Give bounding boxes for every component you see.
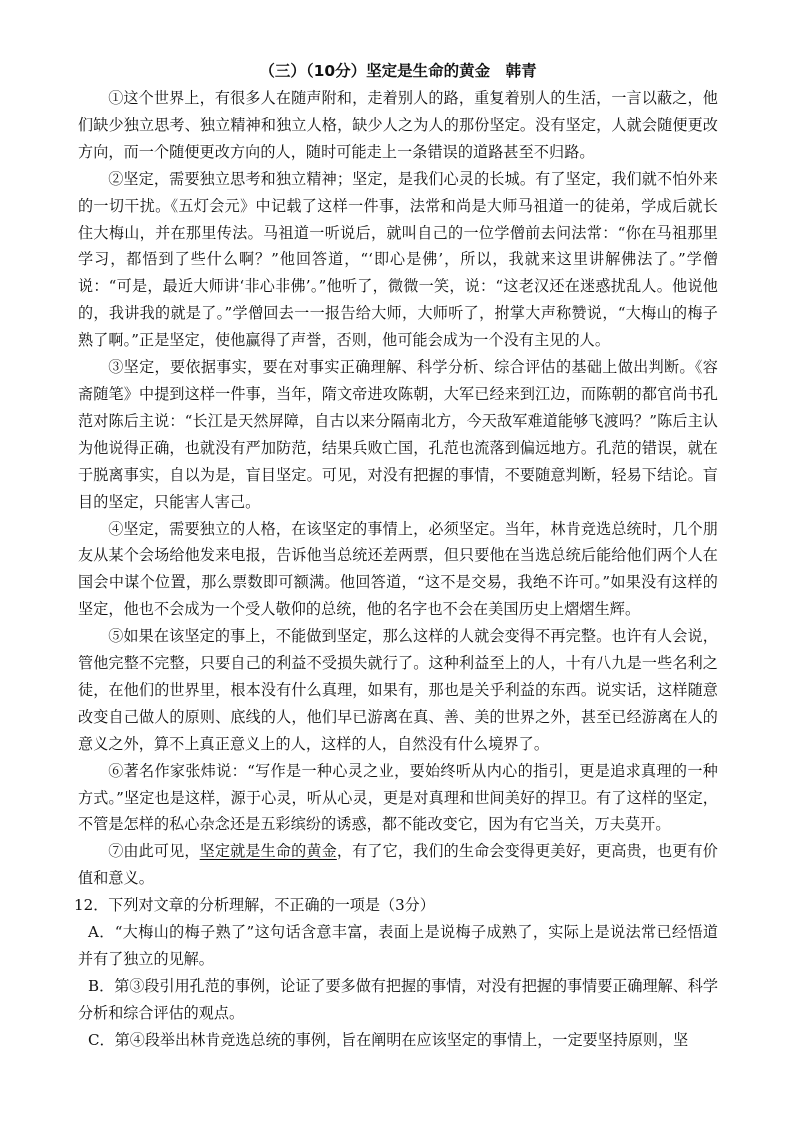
question-stem: 12．下列对文章的分析理解，不正确的一项是（3分） <box>74 896 435 915</box>
paragraph-7-lead: ⑦由此可见， <box>108 842 200 861</box>
paragraph-4: ④坚定，需要独立的人格，在该坚定的事情上，必须坚定。当年，林肯竞选总统时，几个朋友从某个会场给他发来电报，告诉他当总统还差两票，但只要他在当选总统后能给他们两个人在国会中谋个位置，那么票数即可额满。他回答道，“这不是交易，我绝不许可。”如果没有这样的坚定，他也不会成为一个受人敬仰的总统，他的名字也不会在美国历史上熠熠生辉。 <box>78 519 718 619</box>
paragraph-6: ⑥著名作家张炜说：“写作是一种心灵之业，要始终听从内心的指引，更是追求真理的一种方式。”坚定也是这样，源于心灵，听从心灵，更是对真理和世间美好的捍卫。有了这样的坚定，不管是怎样的私心杂念还是五彩缤纷的诱惑，都不能改变它，因为有它当关，万夫莫开。 <box>78 761 718 834</box>
paragraph-2: ②坚定，需要独立思考和独立精神；坚定，是我们心灵的长城。有了坚定，我们就不怕外来的一切干扰。《五灯会元》中记载了这样一件事，法常和尚是大师马祖道一的徒弟，学成后就长住大梅山，并在那里传法。马祖道一听说后，就叫自己的一位学僧前去问法常：“你在马祖那里学习，都悟到了些什么啊？”他回答道，“‘即心是佛’，所以，我就来这里讲解佛法了。”学僧说：“可是，最近大师讲‘非心非佛’。”他听了，微微一笑，说：“这老汉还在迷惑扰乱人。他说他的，我讲我的就是了。”学僧回去一一报告给大师，大师听了，拊掌大声称赞说，“大梅山的梅子熟了啊。”正是坚定，使他赢得了声誉，否则，他可能会成为一个没有主见的人。 <box>78 169 718 350</box>
option-b: B．第③段引用孔范的事例，论证了要多做有把握的事情，对没有把握的事情要正确理解、科学分析和综合评估的观点。 <box>78 976 718 1022</box>
underlined-thesis: 坚定就是生命的黄金 <box>199 842 337 861</box>
paragraph-7 <box>78 838 718 892</box>
paragraph-7-rest: ，有了它，我们的生命会变得更美好，更高贵，也更有价值和意义。 <box>78 842 718 888</box>
paragraph-1: ①这个世界上，有很多人在随声附和，走着别人的路，重复着别人的生活，一言以蔽之，他们缺少独立思考、独立精神和独立人格，缺少人之为人的那份坚定。没有坚定，人就会随便更改方向，而一个随便更改方向的人，随时可能走上一条错误的道路甚至不归路。 <box>78 89 718 161</box>
paragraph-5: ⑤如果在该坚定的事上，不能做到坚定，那么这样的人就会变得不再完整。也许有人会说，管他完整不完整，只要自己的利益不受损失就行了。这种利益至上的人，十有八九是一些名利之徒，在他们的世界里，根本没有什么真理，如果有，那也是关乎利益的东西。说实话，这样随意改变自己做人的原则、底线的人，他们早已游离在真、善、美的世界之外，甚至已经游离在人的意义之外，算不上真正意义上的人，这样的人，自然没有什么境界了。 <box>78 627 718 753</box>
option-a: A．“大梅山的梅子熟了”这句话含意丰富，表面上是说梅子成熟了，实际上是说法常已经悟道并有了独立的见解。 <box>78 923 718 968</box>
paragraph-3: ③坚定，要依据事实，要在对事实正确理解、科学分析、综合评估的基础上做出判断。《容斋随笔》中提到这样一件事，当年，隋文帝进攻陈朝，大军已经来到江边，而陈朝的都官尚书孔范对陈后主说：“长江是天然屏障，自古以来分隔南北方，今天敌军难道能够飞渡吗？”陈后主认为他说得正确，也就没有严加防范，结果兵败亡国，孔范也流落到偏远地方。孔范的错误，就在于脱离事实，自以为是，盲目坚定。可见，对没有把握的事情，不要随意判断，轻易下结论。盲目的坚定，只能害人害己。 <box>78 358 718 511</box>
option-c: C．第④段举出林肯竞选总统的事例，旨在阐明在应该坚定的事情上，一定要坚持原则，坚 <box>88 1030 689 1049</box>
article-title: （三）（10分）坚定是生命的黄金 韩青 <box>259 62 537 80</box>
